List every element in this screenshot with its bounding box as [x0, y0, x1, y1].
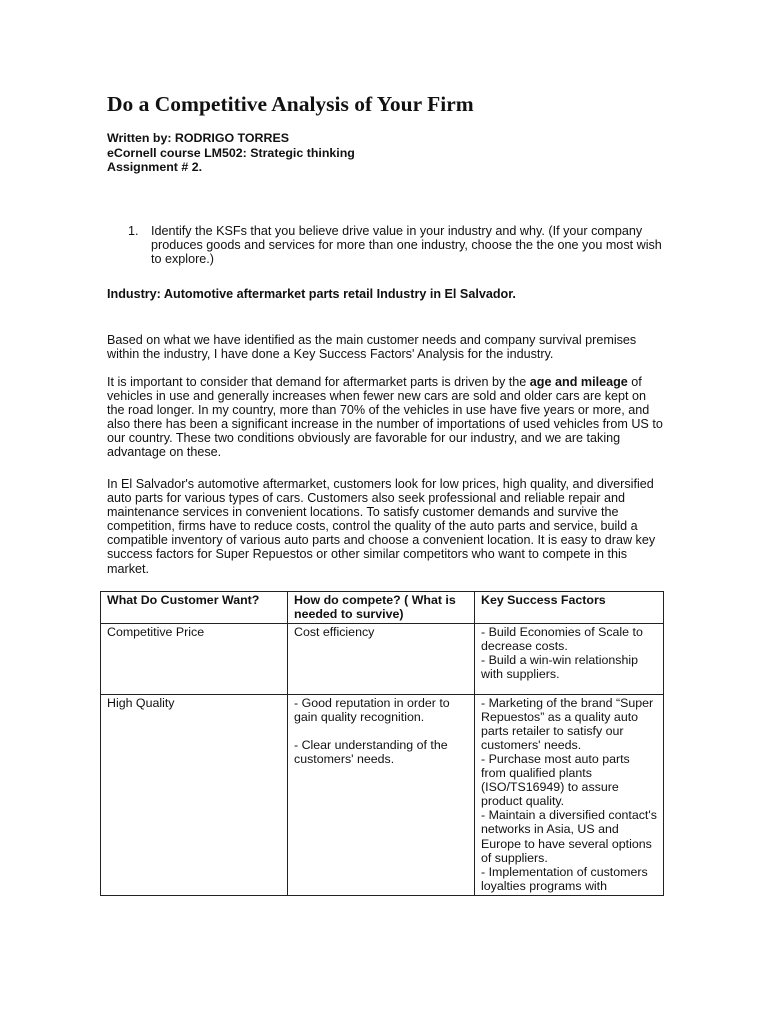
compete-line: - Good reputation in order to gain quality recognition. — [294, 695, 450, 724]
question-text: Identify the KSFs that you believe drive value in your industry and why. (If your company produces goods and services for more than one industry, choose the the one you most wish to explore.) — [151, 224, 662, 267]
table-header-row — [101, 592, 664, 624]
ksf-line: - Purchase most auto parts from qualified plants (ISO/TS16949) to assure product quality. — [481, 751, 630, 809]
ksf-line: - Build a win-win relationship with suppliers. — [481, 653, 639, 682]
line-gap — [294, 724, 468, 738]
question-number: 1. — [128, 224, 139, 238]
assignment-line: Assignment # 2. — [107, 160, 203, 174]
ksf-line: - Build Economies of Scale to decrease costs. — [481, 625, 643, 654]
cell-compete — [288, 694, 475, 895]
course-line: eCornell course LM502: Strategic thinking — [107, 145, 355, 160]
cell-want: High Quality — [101, 694, 288, 895]
cell-ksf — [475, 624, 664, 694]
document-title: Do a Competitive Analysis of Your Firm — [107, 92, 474, 116]
table-row — [101, 694, 664, 895]
header-key-success-factors: Key Success Factors — [475, 592, 664, 624]
paragraph-demand-emphasis: age and mileage — [529, 375, 628, 389]
ksf-line: - Maintain a diversified contact's networks in Asia, US and Europe to have several options of suppliers. — [481, 808, 657, 865]
paragraph-market: In El Salvador's automotive aftermarket, customers look for low prices, high quality, and diversified auto parts for various types of cars. Customers also seek professional and reliable repair and maintenance services in convenient locations. To satisfy customer demands and survive the competition, firms have to reduce costs, control the quality of the auto parts and service, build a compatible inventory of various auto parts and choose a convenient location. It is easy to draw key success factors for Super Repuestos or other similar competitors who want to compete in this market. — [107, 477, 656, 576]
question-item — [128, 224, 668, 266]
paragraph-demand-end: of vehicles in use and generally increases when fewer new cars are sold and older cars are kept on the road longer. In my country, more than 70% of the vehicles in use have five years or more, and also there has been a significant increase in the number of importations of used vehicles from US to our country. These two conditions obviously are favorable for our industry, and we are taking advantage on these. — [107, 375, 663, 460]
industry-heading: Industry: Automotive aftermarket parts retail Industry in El Salvador. — [107, 287, 516, 301]
cell-ksf — [475, 694, 664, 895]
header-customer-want: What Do Customer Want? — [101, 592, 288, 624]
author-line: Written by: RODRIGO TORRES — [107, 131, 289, 145]
paragraph-demand-start: It is important to consider that demand for aftermarket parts is driven by the — [107, 375, 530, 389]
paragraph-demand — [107, 375, 667, 460]
paragraph-intro: Based on what we have identified as the main customer needs and company survival premises within the industry, I have done a Key Success Factors' Analysis for the industry. — [107, 333, 637, 362]
ksf-table — [100, 591, 664, 896]
cell-want: Competitive Price — [101, 624, 288, 694]
compete-line: - Clear understanding of the customers' needs. — [294, 737, 448, 766]
document-meta — [107, 131, 355, 175]
table-row — [101, 624, 664, 694]
ksf-line: - Marketing of the brand “Super Repuestos” as a quality auto parts retailer to satisfy our customers' needs. — [481, 695, 654, 752]
header-how-compete: How do compete? ( What is needed to survive) — [288, 592, 475, 624]
cell-compete: Cost efficiency — [288, 624, 475, 694]
ksf-line: - Implementation of customers loyalties programs with — [481, 864, 648, 893]
